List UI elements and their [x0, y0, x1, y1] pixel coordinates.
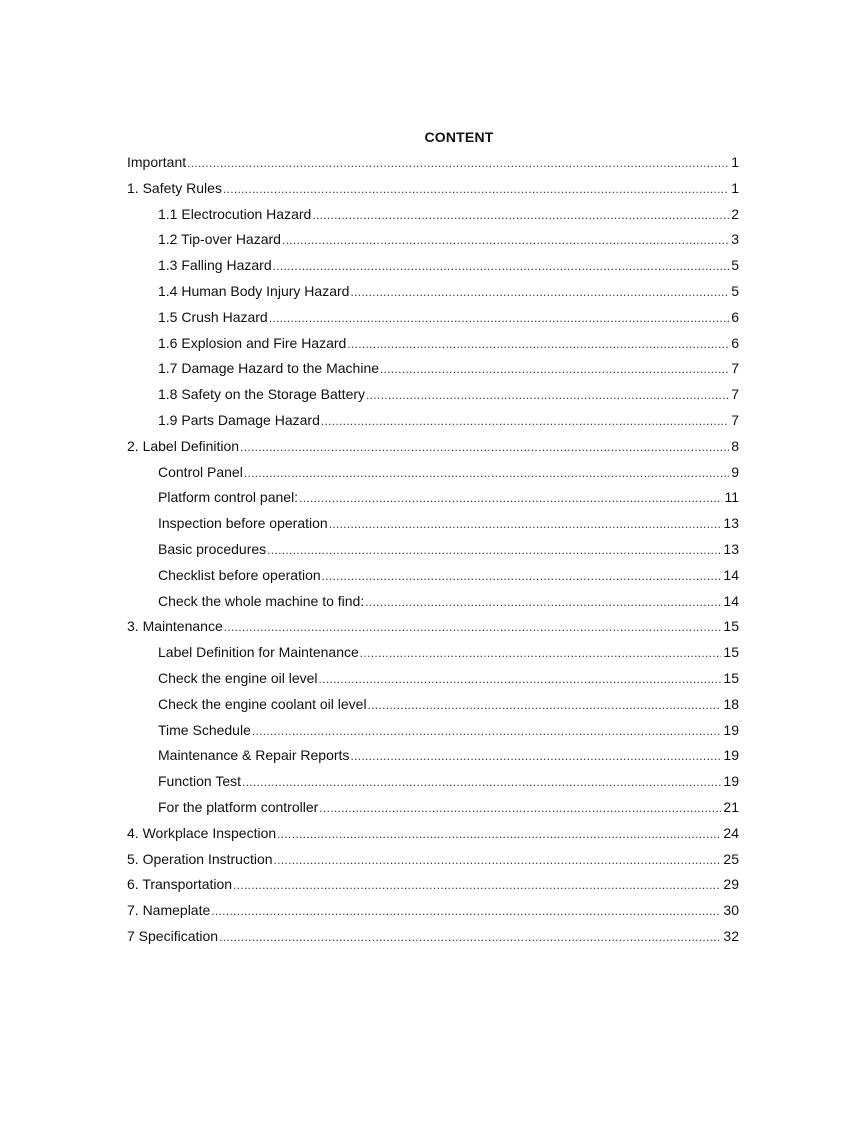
toc-leader-dots [187, 151, 729, 177]
toc-leader-dots [242, 770, 721, 796]
toc-entry[interactable] [127, 227, 739, 253]
toc-entry[interactable] [127, 589, 739, 615]
toc-entry[interactable] [127, 305, 739, 331]
toc-entry-label: 1.1 Electrocution Hazard [158, 205, 312, 222]
toc-entry[interactable] [127, 485, 739, 511]
toc-entry-page: 18 [723, 695, 739, 712]
toc-entry-label: 3. Maintenance [127, 618, 223, 635]
toc-entry-page: 24 [723, 824, 739, 841]
toc-entry-label: Time Schedule [158, 721, 251, 738]
toc-entry-label: Checklist before operation [158, 566, 321, 583]
toc-entry[interactable] [127, 614, 739, 640]
toc-entry[interactable] [127, 924, 739, 950]
toc-entry-label: Control Panel [158, 463, 243, 480]
toc-entry-page: 11 [724, 489, 739, 506]
toc-leader-dots [299, 486, 722, 512]
toc-entry-label: 1.9 Parts Damage Hazard [158, 411, 320, 428]
toc-entry-label: 2. Label Definition [127, 437, 240, 454]
toc-entry-page: 19 [723, 747, 739, 764]
toc-entry-label: 1.3 Falling Hazard [158, 257, 272, 274]
toc-entry-label: Label Definition for Maintenance [158, 644, 359, 661]
toc-entry-page: 25 [723, 850, 739, 867]
toc-entry[interactable] [127, 898, 739, 924]
toc-entry[interactable] [127, 279, 739, 305]
toc-entry[interactable] [127, 511, 739, 537]
toc-entry-page: 1 [731, 179, 739, 196]
toc-entry[interactable] [127, 331, 739, 357]
toc-entry[interactable] [127, 872, 739, 898]
toc-entry-label: Check the whole machine to find: [158, 592, 365, 609]
toc-entry[interactable] [127, 150, 739, 176]
toc-entry-label: 1.4 Human Body Injury Hazard [158, 282, 350, 299]
toc-entry[interactable] [127, 356, 739, 382]
toc-entry-page: 29 [723, 876, 739, 893]
toc-entry-label: 6. Transportation [127, 876, 233, 893]
toc-entry-label: Check the engine oil level [158, 669, 318, 686]
toc-entry[interactable] [127, 795, 739, 821]
toc-entry-page: 7 [731, 411, 739, 428]
toc-entry-label: 5. Operation Instruction [127, 850, 273, 867]
toc-entry[interactable] [127, 769, 739, 795]
toc-entry[interactable] [127, 718, 739, 744]
table-of-contents [127, 150, 739, 950]
toc-entry-label: 1. Safety Rules [127, 179, 222, 196]
toc-entry-label: Inspection before operation [158, 515, 328, 532]
toc-leader-dots [233, 873, 721, 899]
toc-leader-dots [269, 306, 729, 332]
toc-leader-dots [244, 461, 729, 487]
toc-entry-label: 1.2 Tip-over Hazard [158, 231, 281, 248]
toc-leader-dots [380, 357, 729, 383]
toc-entry[interactable] [127, 434, 739, 460]
toc-entry-page: 15 [723, 669, 739, 686]
toc-leader-dots [312, 203, 729, 229]
toc-entry-page: 32 [723, 927, 739, 944]
toc-leader-dots [219, 925, 721, 951]
toc-entry[interactable] [127, 202, 739, 228]
toc-leader-dots [273, 254, 730, 280]
toc-leader-dots [319, 667, 722, 693]
toc-entry[interactable] [127, 537, 739, 563]
toc-entry-page: 19 [723, 773, 739, 790]
toc-entry-page: 19 [723, 721, 739, 738]
toc-entry-page: 15 [723, 644, 739, 661]
toc-entry-page: 7 [731, 386, 739, 403]
toc-entry-page: 7 [731, 360, 739, 377]
toc-entry-page: 6 [731, 334, 739, 351]
toc-entry-label: 7. Nameplate [127, 902, 211, 919]
toc-entry[interactable] [127, 821, 739, 847]
toc-entry-page: 30 [723, 902, 739, 919]
toc-entry[interactable] [127, 847, 739, 873]
toc-entry-label: 1.6 Explosion and Fire Hazard [158, 334, 347, 351]
toc-entry-label: 4. Workplace Inspection [127, 824, 277, 841]
toc-entry[interactable] [127, 666, 739, 692]
toc-leader-dots [224, 615, 722, 641]
toc-entry-page: 21 [723, 798, 739, 815]
toc-entry-page: 2 [731, 205, 739, 222]
toc-entry[interactable] [127, 640, 739, 666]
toc-leader-dots [267, 538, 721, 564]
toc-entry-page: 3 [731, 231, 739, 248]
toc-leader-dots [211, 899, 721, 925]
toc-entry-label: Check the engine coolant oil level [158, 695, 367, 712]
toc-leader-dots [319, 796, 721, 822]
toc-leader-dots [368, 693, 722, 719]
toc-leader-dots [223, 177, 729, 203]
toc-entry-page: 15 [723, 618, 739, 635]
toc-entry-page: 5 [731, 282, 739, 299]
toc-entry-label: Function Test [158, 773, 242, 790]
toc-leader-dots [347, 332, 729, 358]
toc-entry[interactable] [127, 382, 739, 408]
toc-leader-dots [350, 744, 721, 770]
toc-leader-dots [365, 590, 721, 616]
toc-entry[interactable] [127, 253, 739, 279]
toc-leader-dots [350, 280, 729, 306]
toc-entry-label: For the platform controller [158, 798, 319, 815]
toc-entry[interactable] [127, 563, 739, 589]
toc-entry-page: 9 [731, 463, 739, 480]
toc-entry-label: 1.8 Safety on the Storage Battery [158, 386, 366, 403]
toc-leader-dots [321, 409, 729, 435]
toc-entry-page: 1 [731, 154, 739, 170]
toc-leader-dots [366, 383, 729, 409]
toc-entry-page: 8 [731, 437, 739, 454]
toc-leader-dots [329, 512, 722, 538]
toc-entry[interactable] [127, 176, 739, 202]
toc-entry-page: 13 [723, 540, 739, 557]
toc-entry[interactable] [127, 408, 739, 434]
toc-leader-dots [274, 848, 722, 874]
toc-entry-label: Important [127, 154, 187, 170]
toc-entry-page: 14 [723, 566, 739, 583]
toc-entry-label: Basic procedures [158, 540, 267, 557]
toc-leader-dots [282, 228, 729, 254]
toc-leader-dots [252, 719, 722, 745]
toc-entry-label: 1.7 Damage Hazard to the Machine [158, 360, 380, 377]
toc-entry[interactable] [127, 460, 739, 486]
toc-entry-label: Platform control panel: [158, 489, 299, 506]
toc-entry-page: 5 [731, 257, 739, 274]
toc-entry-label: 1.5 Crush Hazard [158, 308, 268, 325]
toc-entry-page: 13 [723, 515, 739, 532]
toc-entry-label: Maintenance & Repair Reports [158, 747, 350, 764]
toc-entry-page: 6 [731, 308, 739, 325]
toc-entry[interactable] [127, 743, 739, 769]
toc-leader-dots [277, 822, 721, 848]
toc-leader-dots [360, 641, 722, 667]
toc-entry-label: 7 Specification [127, 927, 219, 944]
toc-entry-page: 14 [723, 592, 739, 609]
toc-entry[interactable] [127, 692, 739, 718]
toc-leader-dots [322, 564, 722, 590]
toc-leader-dots [240, 435, 729, 461]
page-title: CONTENT [424, 129, 494, 145]
